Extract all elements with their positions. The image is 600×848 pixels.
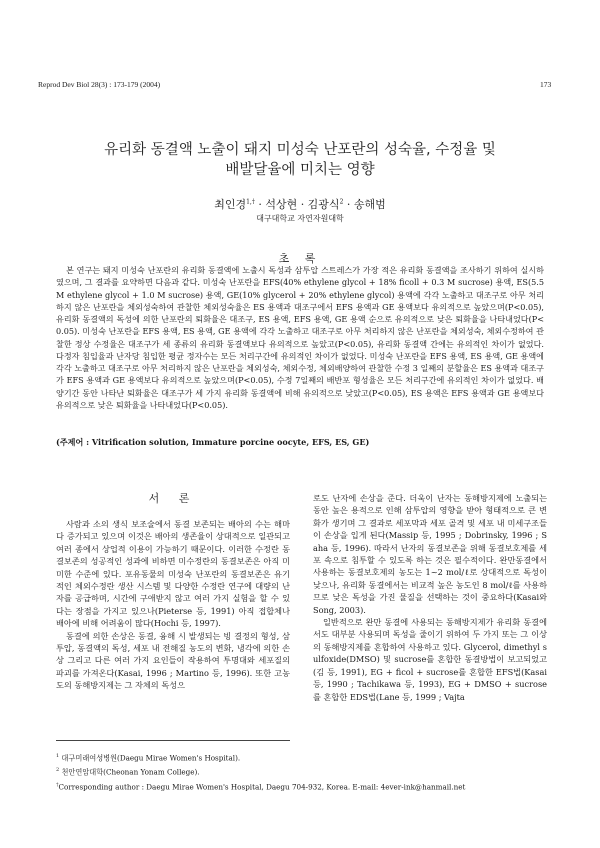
author-names-mid: · 석상현 · 김광식 (254, 198, 340, 211)
intro-paragraph-3: 로도 난자에 손상을 준다. 더욱이 난자는 동해방지제에 노출되는 동안 높은 용적으로 인해 삼투압의 영향을 받아 형태적으로 큰 변화가 생기며 그 결과로 세포막과 세포 골격 및 세포 내 미세구조들이 손상을 입게 된다(Massip 등, 1995 ; Dobrinsky, 1996 ; Saha 등, 1996). 따라서 난자의 동결보존을 위해 동결보호제를 세포 속으로 침투할 수 있도록 하는 것은 필수적이다. 완만동결에서 사용하는 동결보호제의 농도는 1~2 mol/ℓ로 상대적으로 독성이 낮으나, 유리화 동결에서는 비교적 높은 농도인 8 mol/ℓ를 사용하므로 낮은 독성을 가진 물질을 선택하는 것이 중요하다(Kasai와 Song, 2003). (313, 493, 547, 615)
intro-paragraph-4: 일반적으로 완만 동결에 사용되는 동해방지제가 유리화 동결에서도 대부분 사용되며 독성을 줄이기 위하여 두 가지 또는 그 이상의 동해방지제를 혼합하여 사용하고 있다. Glycerol, dimethyl sulfoxide(DMSO) 및 sucrose를 혼합한 동결방법이 보고되었고(김 등, 1991), EG + ficol + sucrose를 혼합한 EFS법(Kasai 등, 1990 ; Tachikawa 등, 1993), EG + DMSO + sucrose를 혼합한 EDS법(Lane 등, 1999 ; Vajta (313, 617, 547, 702)
left-column (56, 518, 290, 692)
author-1-marker: 1,† (246, 198, 255, 206)
intro-paragraph-1: 사람과 소의 생식 보조술에서 동결 보존되는 배아의 수는 해마다 증가되고 있으며 이것은 배아의 생존율이 상대적으로 일관되고 여러 종에서 상업적 이용이 가능하기 때문이다. 이러한 수정란 동결보존의 성공적인 성과에 비하면 미수정란의 동결보존은 아직 미미한 수준에 있다. 포유동물의 미성숙 난포란의 동결보존은 유기적인 체외수정란 생산 시스템 및 다양한 수정란 연구에 대량의 난자를 공급하며, 시간에 구애받지 않고 여러 가지 실험을 할 수 있다는 장점을 가지고 있으나(Pieterse 등, 1991) 아직 접합체나 배아에 비해 어려움이 많다(Hochi 등, 1997). (56, 519, 290, 629)
abstract-paragraph: 본 연구는 돼지 미성숙 난포란의 유리화 동결액에 노출시 독성과 삼투압 스트레스가 가장 적은 유리화 동결액을 조사하기 위하여 실시하였으며, 그 결과를 요약하면 다음과 같다. 미성숙 난포란을 EFS(40% ethylene glycol + 18% ficoll + 0.3 M sucrose) 용액, ES(5.5 M ethylene glycol + 1.0 M sucrose) 용액, GE(10% glycerol + 20% ethylene glycol) 용액에 각각 노출하고 대조구로 아무 처리하지 않은 난포란을 체외성숙하여 관찰한 체외성숙율은 ES 용액과 대조구에서 EFS 용액과 GE 용액보다 유의적으로 높았으며(P<0.05), 유리화 동결액의 독성에 의한 난포란의 퇴화율은 대조구, ES 용액, EFS 용액, GE 용액 순으로 유의적으로 낮은 퇴화율을 나타내었다(P<0.05). 미성숙 난포란을 EFS 용액, ES 용액, GE 용액에 각각 노출하고 대조구로 아무 처리하지 않은 난포란을 체외성숙, 체외수정하여 관찰한 정상 수정율은 대조구가 세 종류의 유리화 동결액보다 유의적으로 높았고(P<0.05), 유리화 동결액 간에는 유의적인 차이가 없었다. 다정자 침입율과 난자당 침입한 평균 정자수는 모든 처리구간에 유의적인 차이가 없었다. 미성숙 난포란을 EFS 용액, ES 용액, GE 용액에 각각 노출하고 대조구로 아무 처리하지 않은 난포란을 체외성숙, 체외수정, 체외배양하여 관찰한 수정 3 일째의 분할율은 ES 용액과 대조구가 EFS 용액과 GE 용액보다 유의적으로 높았으며(P<0.05), 수정 7일째의 배반포 형성율은 모든 처리구간에 유의적인 차이가 없었다. 배양기간 동안 나타난 퇴화율은 대조구가 세 가지 유리화 동결액에 비해 유의적으로 낮았고(P<0.05), ES 용액은 EFS 용액과 GE 용액보다 유의적으로 낮은 퇴화율을 나타내었다(P<0.05). (56, 265, 544, 410)
paper-title-line-1: 유리화 동결액 노출이 돼지 미성숙 난포란의 성숙율, 수정율 및 (104, 142, 496, 158)
author-names-end: · 송해범 (343, 198, 386, 211)
keywords: (주제어 : Vitrification solution, Immature porcine oocyte, EFS, ES, GE) (56, 437, 370, 447)
footnote-1-text: 대구미래여성병원(Daegu Mirae Women's Hospital). (61, 753, 241, 763)
footnote-2: $^2$ 천안연암대학(Cheonan Yonam College). (56, 767, 200, 777)
abstract-heading: 초 록 (278, 252, 322, 265)
footnote-1: $^1$ 대구미래여성병원(Daegu Mirae Women's Hospital). (56, 753, 241, 763)
right-column (313, 492, 547, 703)
journal-citation: Reprod Dev Biol 28(3) : 173-179 (2004) (38, 80, 161, 89)
author-1: 최인경 (214, 198, 247, 211)
abstract-body (56, 264, 544, 411)
affiliation: 대구대학교 자연자원대학 (256, 214, 344, 223)
paper-title-line-2: 배발달율에 미치는 영향 (225, 162, 375, 178)
footnote-3-text: Corresponding author : Daegu Mirae Women's Hospital, Daegu 704-932, Korea. E-mail: 4ever-ink@hanmail.net (58, 782, 466, 792)
footnote-2-text: 천안연암대학(Cheonan Yonam College). (61, 767, 200, 777)
footnote-3: †Corresponding author : Daegu Mirae Women's Hospital, Daegu 704-932, Korea. E-mail: 4ever-ink@hanmail.net (56, 782, 466, 792)
intro-paragraph-2: 동결에 의한 손상은 동결, 융해 시 발생되는 빙 결정의 형성, 삼투압, 동결액의 독성, 세포 내 전해질 농도의 변화, 냉각에 의한 손상 그리고 다른 여러 가지 요인들이 작용하여 투명대와 세포질의 파괴를 가져온다(Kasai, 1996 ; Martino 등, 1996). 또한 고농도의 동해방지제는 그 자체의 독성으 (56, 630, 290, 691)
author-list (0, 196, 600, 212)
author-3-marker: 2 (339, 198, 344, 206)
footnote-divider (56, 740, 290, 741)
page-number: 173 (540, 80, 552, 89)
intro-heading: 서 론 (148, 492, 198, 505)
